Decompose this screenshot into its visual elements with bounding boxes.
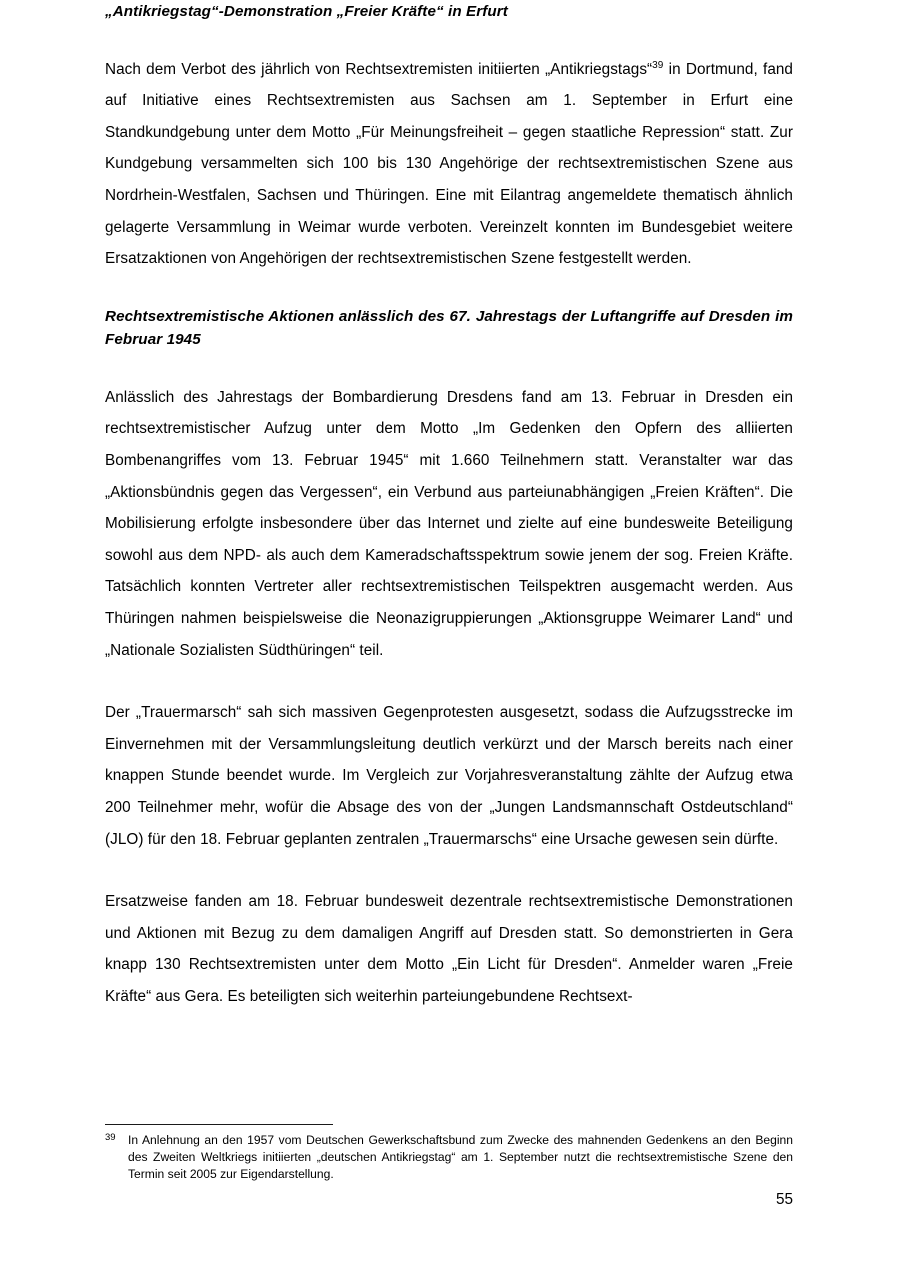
footnote-text: In Anlehnung an den 1957 vom Deutschen Gewerkschaftsbund zum Zwecke des mahnenden Gedenkens an den Beginn des Zweiten Weltkriegs initiierten „deutschen Antikriegstag“ am 1. September nutzt die rechtsextremistische Szene den Termin seit 2005 zur Eigendarstellung. bbox=[128, 1133, 793, 1181]
footnote-reference-39[interactable]: 39 bbox=[652, 59, 664, 71]
paragraph-dresden-3: Ersatzweise fanden am 18. Februar bundesweit dezentrale rechtsextremistische Demonstrationen und Aktionen mit Bezug zu dem damaligen Angriff auf Dresden statt. So demonstrierten in Gera knapp 130 Rechtsextremisten unter dem Motto „Ein Licht für Dresden“. Anmelder waren „Freie Kräfte“ aus Gera. Es beteiligten sich weiterhin parteiungebundene Rechtsext- bbox=[105, 893, 793, 1005]
paragraph-text-cont: in Dortmund, fand auf Initiative eines Rechtsextremisten aus Sachsen am 1. September in Erfurt eine Standkundgebung unter dem Motto „Für Meinungsfreiheit – gegen staatliche Repression“ statt. Zur Kundgebung versammelten sich 100 bis 130 Angehörige der rechtsextremistischen Szene aus Nordrhein-Westfalen, Sachsen und Thüringen. Eine mit Eilantrag angemeldete thematisch ähnlich gelagerte Versammlung in Weimar wurde verboten. Vereinzelt konnten im Bundesgebiet weitere Ersatzaktionen von Angehörigen der rechtsextremistischen Szene festgestellt werden. bbox=[105, 60, 793, 268]
paragraph-erfurt-1 bbox=[105, 54, 793, 275]
footnote-area bbox=[105, 1124, 793, 1182]
spacer bbox=[105, 275, 793, 305]
page-content bbox=[105, 0, 793, 1013]
spacer bbox=[105, 352, 793, 382]
paragraph-dresden-2: Der „Trauermarsch“ sah sich massiven Gegenprotesten ausgesetzt, sodass die Aufzugsstrecke im Einvernehmen mit der Versammlungsleitung deutlich verkürzt und der Marsch bereits nach einer knappen Stunde beendet wurde. Im Vergleich zur Vorjahresveranstaltung zählte der Aufzug etwa 200 Teilnehmer mehr, wofür die Absage des von der „Jungen Landsmannschaft Ostdeutschland“ (JLO) für den 18. Februar geplanten zentralen „Trauermarschs“ eine Ursache gewesen sein dürfte. bbox=[105, 704, 793, 848]
paragraph-dresden-1: Anlässlich des Jahrestags der Bombardierung Dresdens fand am 13. Februar in Dresden ein rechtsextremistischer Aufzug unter dem Motto „Im Gedenken den Opfern des alliierten Bombenangriffes vom 13. Februar 1945“ mit 1.660 Teilnehmern statt. Veranstalter war das „Aktionsbündnis gegen das Vergessen“, ein Verbund aus parteiunabhängigen „Freien Kräften“. Die Mobilisierung erfolgte insbesondere über das Internet und zielte auf eine bundesweite Beteiligung sowohl aus dem NPD- als auch dem Kameradschaftsspektrum sowie jenem der sog. Freien Kräfte. Tatsächlich konnten Vertreter aller rechtsextremistischen Teilspektren ausgemacht werden. Aus Thüringen nahmen beispielsweise die Neonazigruppierungen „Aktionsgruppe Weimarer Land“ und „Nationale Sozialisten Südthüringen“ teil. bbox=[105, 388, 793, 659]
spacer bbox=[105, 855, 793, 886]
spacer bbox=[105, 666, 793, 697]
paragraph-text: Nach dem Verbot des jährlich von Rechtsextremisten initiierten „Antikriegstags“ bbox=[105, 60, 653, 78]
page-number: 55 bbox=[775, 1191, 793, 1208]
footnote-separator-rule bbox=[105, 1124, 333, 1125]
section-heading-dresden: Rechtsextremistische Aktionen anlässlich des 67. Jahrestags der Luftangriffe auf Dresden im Februar 1945 bbox=[105, 307, 793, 349]
section-heading-erfurt: „Antikriegstag“-Demonstration „Freier Kräfte“ in Erfurt bbox=[105, 3, 508, 20]
spacer bbox=[105, 24, 793, 54]
footnote-marker: 39 bbox=[105, 1132, 116, 1143]
footnote-39 bbox=[105, 1132, 793, 1182]
